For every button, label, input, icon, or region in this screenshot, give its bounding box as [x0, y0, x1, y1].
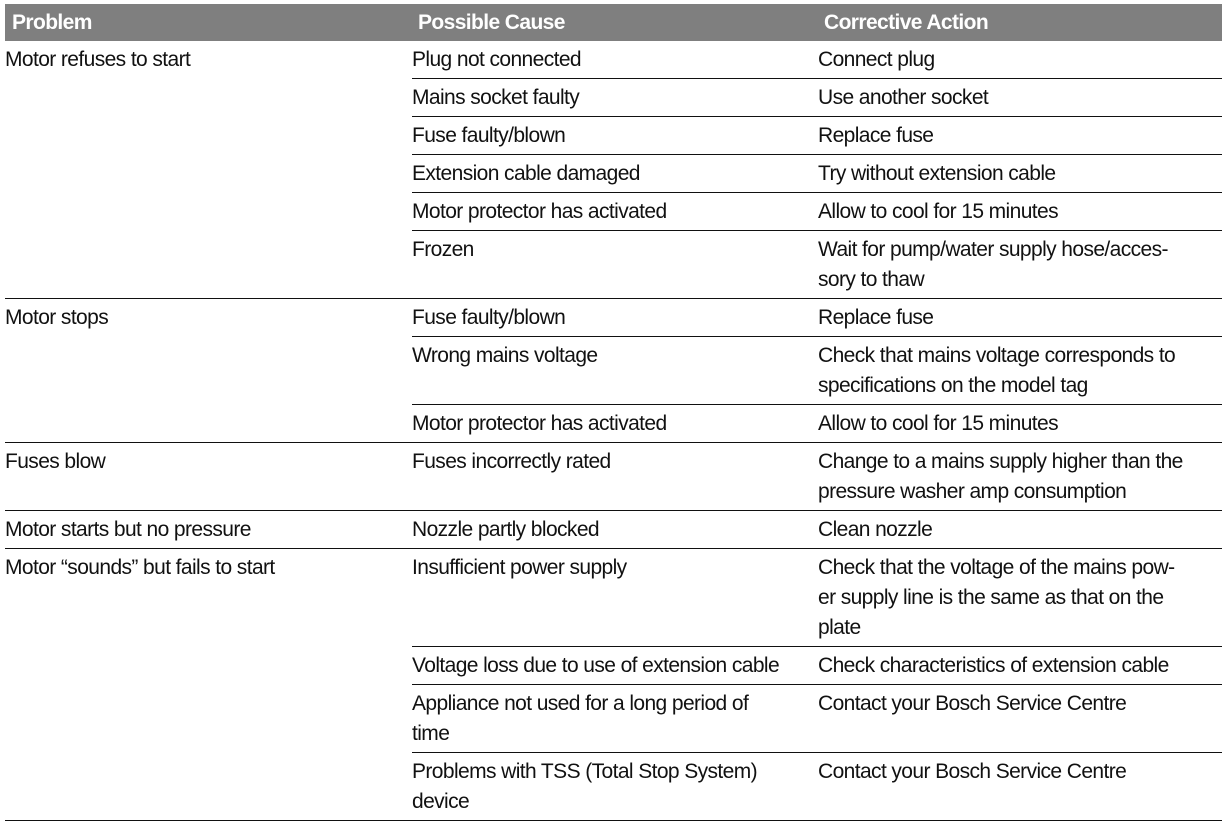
header-cause: Possible Cause [418, 10, 565, 34]
action-cell [818, 299, 1222, 336]
action-line: sory to thaw [818, 268, 925, 291]
table-row [412, 299, 1222, 337]
problem-line: Motor stops [5, 306, 109, 329]
table-row [412, 155, 1222, 193]
cause-line: Wrong mains voltage [412, 344, 598, 367]
cause-line: Extension cable damaged [412, 162, 640, 185]
table-body [5, 41, 1222, 821]
action-cell [818, 79, 1222, 116]
cause-line: Problems with TSS (Total Stop System) [412, 760, 758, 783]
problem-cell [5, 443, 412, 510]
action-line: Check that the voltage of the mains pow- [818, 556, 1175, 579]
table-row [412, 685, 1222, 753]
cause-list [412, 443, 1222, 510]
problem-group [5, 299, 1222, 443]
action-line: Allow to cool for 15 minutes [818, 200, 1058, 223]
cause-list [412, 41, 1222, 298]
cause-list [412, 549, 1222, 820]
cause-cell [412, 337, 818, 404]
action-cell [818, 685, 1222, 752]
cause-line: Frozen [412, 238, 474, 261]
action-line: Check characteristics of extension cable [818, 654, 1169, 677]
cause-line: Fuses incorrectly rated [412, 450, 611, 473]
cause-cell [412, 79, 818, 116]
action-line: Replace fuse [818, 306, 934, 329]
action-line: plate [818, 616, 861, 639]
action-cell [818, 117, 1222, 154]
action-cell [818, 231, 1222, 298]
action-cell [818, 41, 1222, 78]
problem-group [5, 443, 1222, 511]
action-cell [818, 511, 1222, 548]
cause-cell [412, 443, 818, 510]
cause-cell [412, 549, 818, 646]
table-row [412, 647, 1222, 685]
cause-cell [412, 685, 818, 752]
table-row [412, 337, 1222, 405]
cause-cell [412, 511, 818, 548]
cause-cell [412, 117, 818, 154]
action-cell [818, 753, 1222, 820]
header-action: Corrective Action [824, 10, 989, 34]
action-cell [818, 647, 1222, 684]
table-row [412, 753, 1222, 820]
cause-line: Mains socket faulty [412, 86, 580, 109]
action-line: Contact your Bosch Service Centre [818, 760, 1127, 783]
action-cell [818, 549, 1222, 646]
problem-cell [5, 41, 412, 298]
cause-line: Voltage loss due to use of extension cable [412, 654, 780, 677]
action-line: er supply line is the same as that on the [818, 586, 1164, 609]
cause-line: Fuse faulty/blown [412, 306, 566, 329]
table-row [412, 41, 1222, 79]
action-line: Wait for pump/water supply hose/acces- [818, 238, 1168, 261]
cause-line: Insufficient power supply [412, 556, 627, 579]
action-line: Connect plug [818, 48, 935, 71]
problem-line: Motor starts but no pressure [5, 518, 251, 541]
cause-line: Plug not connected [412, 48, 582, 71]
cause-line: Appliance not used for a long period of [412, 692, 749, 715]
problem-group [5, 511, 1222, 549]
cause-cell [412, 231, 818, 298]
action-cell [818, 443, 1222, 510]
cause-line: Motor protector has activated [412, 412, 667, 435]
table-header [5, 4, 1222, 41]
problem-line: Fuses blow [5, 450, 106, 473]
cause-list [412, 511, 1222, 548]
cause-cell [412, 753, 818, 820]
table-row [412, 79, 1222, 117]
cause-cell [412, 299, 818, 336]
table-row [412, 193, 1222, 231]
action-cell [818, 337, 1222, 404]
cause-line: Motor protector has activated [412, 200, 667, 223]
cause-cell [412, 647, 818, 684]
cause-line: time [412, 722, 450, 745]
problem-cell [5, 299, 412, 442]
problem-group [5, 549, 1222, 821]
table-row [412, 511, 1222, 548]
cause-line: Fuse faulty/blown [412, 124, 566, 147]
action-line: Allow to cool for 15 minutes [818, 412, 1058, 435]
cause-line: device [412, 790, 470, 813]
action-cell [818, 193, 1222, 230]
table-row [412, 549, 1222, 647]
cause-cell [412, 155, 818, 192]
table-row [412, 231, 1222, 298]
action-line: specifications on the model tag [818, 374, 1088, 397]
action-line: Clean nozzle [818, 518, 933, 541]
problem-cell [5, 549, 412, 820]
action-cell [818, 405, 1222, 442]
problem-line: Motor refuses to start [5, 48, 191, 71]
troubleshooting-table [5, 4, 1222, 821]
problem-group [5, 41, 1222, 299]
action-line: Replace fuse [818, 124, 934, 147]
problem-line: Motor “sounds” but fails to start [5, 556, 275, 579]
action-cell [818, 155, 1222, 192]
header-problem: Problem [12, 10, 92, 34]
action-line: Contact your Bosch Service Centre [818, 692, 1127, 715]
action-line: Change to a mains supply higher than the [818, 450, 1183, 473]
cause-cell [412, 405, 818, 442]
table-row [412, 405, 1222, 442]
cause-cell [412, 41, 818, 78]
action-line: Try without extension cable [818, 162, 1056, 185]
cause-cell [412, 193, 818, 230]
cause-line: Nozzle partly blocked [412, 518, 599, 541]
action-line: Use another socket [818, 86, 989, 109]
problem-cell [5, 511, 412, 548]
action-line: Check that mains voltage corresponds to [818, 344, 1176, 367]
table-row [412, 117, 1222, 155]
cause-list [412, 299, 1222, 442]
table-row [412, 443, 1222, 510]
action-line: pressure washer amp consumption [818, 480, 1127, 503]
